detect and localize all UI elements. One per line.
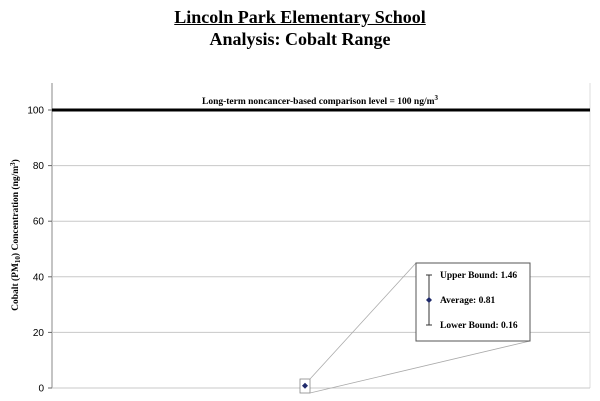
- title-analysis: Analysis: Cobalt Range: [209, 29, 391, 49]
- zoom-line-bottom: [310, 341, 530, 393]
- inset-upper-label: Upper Bound: 1.46: [440, 271, 518, 281]
- y-tick-label-40: 40: [32, 272, 44, 284]
- y-tick-label-0: 0: [38, 383, 44, 395]
- y-tick-label-100: 100: [27, 105, 44, 117]
- title-school: Lincoln Park Elementary School: [174, 7, 426, 27]
- y-tick-label-80: 80: [32, 161, 44, 173]
- y-tick-label-60: 60: [32, 216, 44, 228]
- inset-lower-label: Lower Bound: 0.16: [440, 321, 518, 331]
- reference-line-label: Long-term noncancer-based comparison level = 100 $ng/m^3$: [201, 94, 439, 107]
- zoom-line-top: [310, 263, 416, 379]
- y-ticks: [27, 106, 52, 395]
- y-axis-label: Cobalt $(PM_{10})$ Concentration $(ng/m^3)$: [9, 159, 22, 311]
- y-tick-label-20: 20: [32, 327, 44, 339]
- inset-average-label: Average: 0.81: [440, 296, 496, 306]
